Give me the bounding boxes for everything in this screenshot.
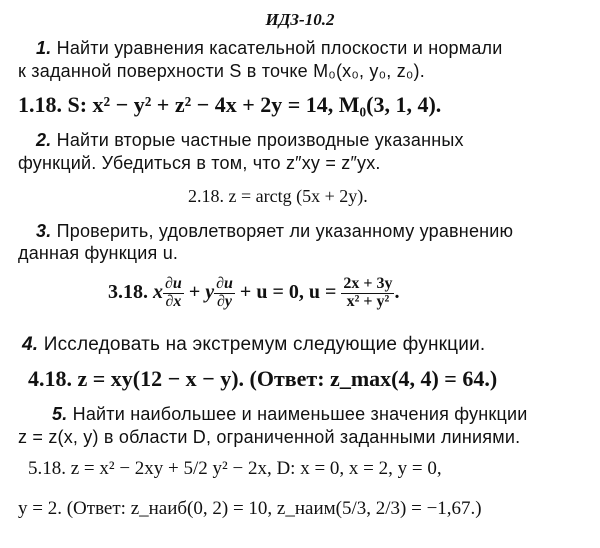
task-5-line-1: 5. Найти наибольшее и наименьшее значения функции — [52, 404, 528, 424]
task-5-formula-line-2: y = 2. (Ответ: z_наиб(0, 2) = 10, z_наим(5/3, 2/3) = −1,67.) — [18, 498, 482, 519]
task-3-formula: 3.18. x $\frac{\partial u}{\partial x}$ + y $\frac{\partial u}{\partial y}$ + u = 0, u = $\frac{2x + 3y}{\text{x² + y²}}$ . — [108, 275, 400, 310]
task-4-formula: 4.18. z = xy(12 − x − y). (Ответ: z_max(4, 4) = 64.) — [28, 366, 498, 391]
task-1-line-1: 1. Найти уравнения касательной плоскости и нормали — [36, 38, 503, 58]
document-title: ИДЗ-10.2 — [265, 10, 335, 29]
task-4-line-1: 4. Исследовать на экстремум следующие функции. — [22, 334, 486, 355]
task-2-line-2: функций. Убедиться в том, что z″xy = z″yx. — [18, 153, 381, 173]
task-3-line-1: 3. Проверить, удовлетворяет ли указанному уравнению — [36, 221, 514, 241]
task-5-line-2: z = z(x, y) в области D, ограниченной заданными линиями. — [18, 427, 521, 447]
task-1-formula: 1.18. S: x² − y² + z² − 4x + 2y = 14, M₀(3, 1, 4). — [18, 92, 442, 117]
task-1-line-2: к заданной поверхности S в точке M₀(x₀, y₀, z₀). — [18, 61, 425, 81]
task-2-formula: 2.18. z = arctg (5x + 2y). — [188, 186, 368, 206]
task-2-line-1: 2. Найти вторые частные производные указанных — [36, 130, 464, 150]
fraction-numerator: 2x + 3y — [343, 275, 393, 292]
task-5-formula-line-1: 5.18. z = x² − 2xy + 5/2 y² − 2x, D: x = 0, x = 2, y = 0, — [28, 458, 442, 479]
fraction-denominator: x² + y² — [346, 292, 390, 310]
task-3-line-2: данная функция u. — [18, 243, 179, 263]
